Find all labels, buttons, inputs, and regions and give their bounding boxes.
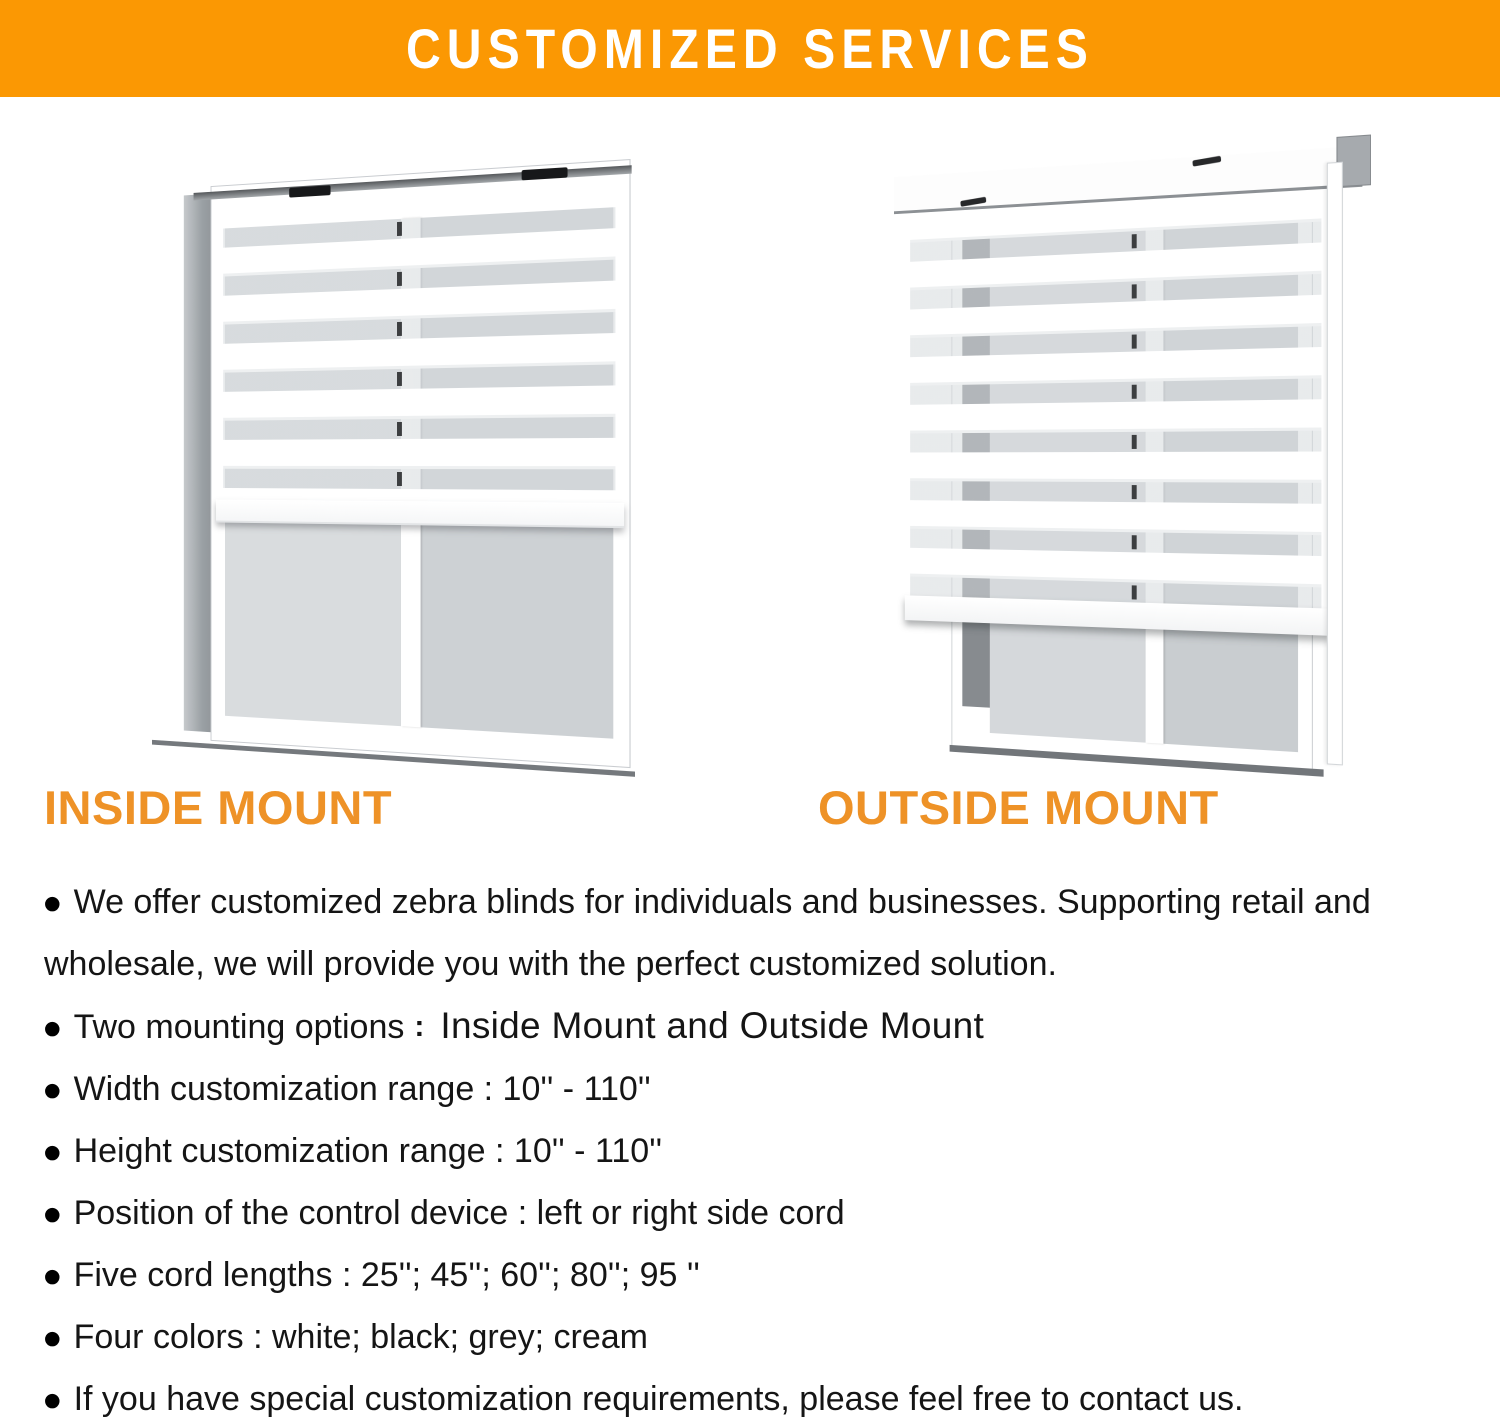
bullet-icon: ● <box>44 1141 61 1163</box>
list-item-highlight: Inside Mount and Outside Mount <box>440 1005 985 1046</box>
list-item-text: Position of the control device : left or right side cord <box>73 1194 845 1232</box>
page-title: CUSTOMIZED SERVICES <box>406 17 1094 80</box>
list-item <box>44 995 1456 1059</box>
list-item <box>44 1183 1456 1245</box>
blind-gap-marks <box>397 219 402 501</box>
list-item-text: Width customization range : 10'' - 110'' <box>73 1070 651 1108</box>
blind-side-rail <box>1327 162 1343 766</box>
mounting-clip <box>289 185 330 197</box>
list-item-text: We offer customized zebra blinds for individuals and businesses. Supporting retail and wholesale, we will provide you with the perfect customized solution. <box>44 883 1371 983</box>
list-item <box>44 1307 1456 1369</box>
bullet-icon: ● <box>44 1203 61 1225</box>
list-item <box>44 1059 1456 1121</box>
list-item-text: Four colors : white; black; grey; cream <box>73 1318 649 1356</box>
zebra-blind-stripes <box>223 207 615 503</box>
list-item-text: If you have special customization requirements, please feel free to contact us. <box>73 1380 1244 1418</box>
list-item-text: Two mounting options <box>73 1008 405 1046</box>
list-item <box>44 1245 1456 1307</box>
outside-mount-label: OUTSIDE MOUNT <box>818 781 1219 834</box>
roller-cassette <box>194 165 632 200</box>
list-item <box>44 1369 1456 1427</box>
list-item <box>44 872 1456 995</box>
outside-mount-window <box>908 134 1351 792</box>
list-item-text: Five cord lengths : 25''; 45''; 60''; 80''; 95 '' <box>73 1256 700 1294</box>
blind-gap-marks <box>1132 201 1137 603</box>
list-item-text: Height customization range : 10'' - 110'' <box>73 1132 663 1170</box>
bullet-icon: ● <box>44 1265 61 1287</box>
inside-mount-window <box>184 144 635 781</box>
features-list <box>0 872 1500 1427</box>
bullet-icon: ● <box>44 1017 61 1039</box>
zebra-blind-stripes <box>910 190 1321 608</box>
bullet-icon: ● <box>44 1079 61 1101</box>
list-item <box>44 1121 1456 1183</box>
mounting-clip <box>522 167 568 180</box>
header-banner <box>0 0 1500 97</box>
fullwidth-colon: : <box>414 1010 425 1043</box>
outside-mount-illustration <box>893 150 1345 775</box>
window-frame <box>211 159 631 768</box>
inside-mount-label: INSIDE MOUNT <box>44 781 393 834</box>
bullet-icon: ● <box>44 1389 61 1411</box>
bullet-icon: ● <box>44 892 61 914</box>
inside-mount-illustration <box>168 160 628 765</box>
bullet-icon: ● <box>44 1327 61 1349</box>
